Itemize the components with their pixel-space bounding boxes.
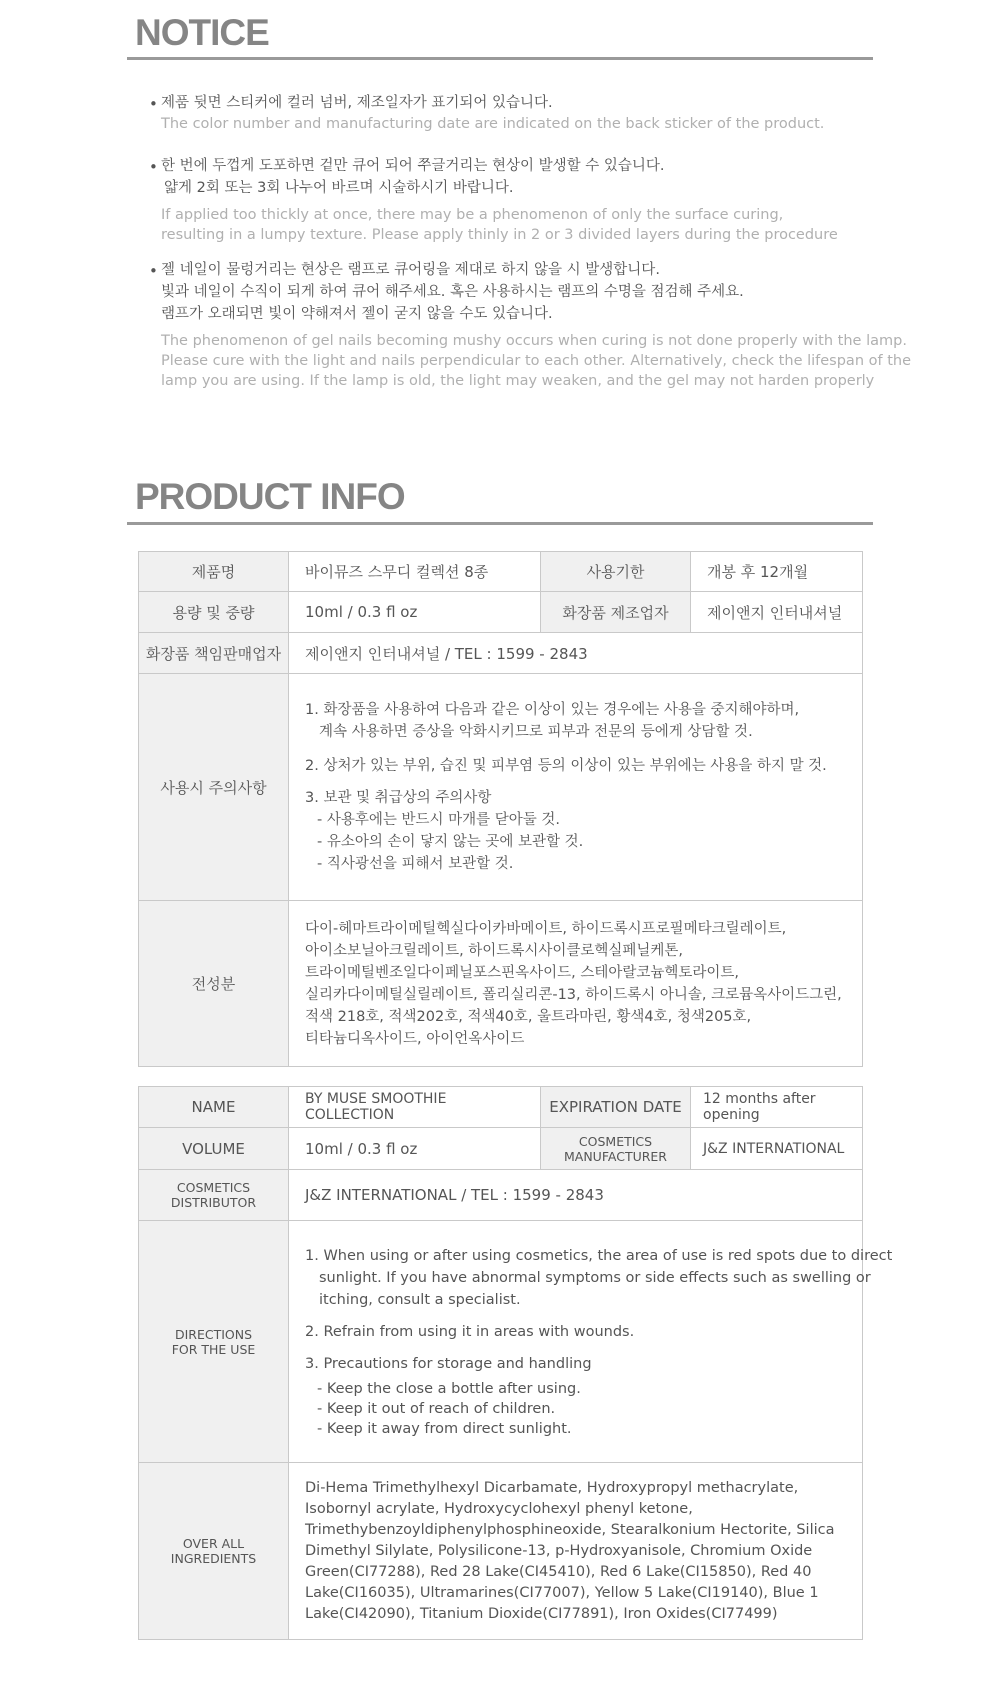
table-row	[139, 1463, 863, 1640]
volume-value: 10ml / 0.3 fl oz	[289, 592, 541, 633]
table-row	[139, 1128, 863, 1170]
notice-item-3	[149, 259, 911, 391]
table-row	[139, 674, 863, 901]
distributor-value: J&Z INTERNATIONAL / TEL : 1599 - 2843	[289, 1170, 863, 1221]
distributor-value: 제이앤지 인터내셔널 / TEL : 1599 - 2843	[289, 633, 863, 674]
table-row	[139, 1170, 863, 1221]
manufacturer-label: 화장품 제조업자	[541, 592, 691, 633]
ingredients-label: OVER ALL INGREDIENTS	[139, 1463, 289, 1640]
distributor-label: COSMETICS DISTRIBUTOR	[139, 1170, 289, 1221]
ingredients-value: Di-Hema Trimethylhexyl Dicarbamate, Hydroxypropyl methacrylate, Isobornyl acrylate, Hydroxycyclohexyl phenyl ketone, Trimethybenzoyldiphenylphosphineoxide, Stearalkonium Hectorite, Silica Dimethyl Silylate, Polysilicone-13, p-Hydroxyanisole, Chromium Oxide Green(CI77288), Red 28 Lake(CI45410), Red 6 Lake(CI15850), Red 40 Lake(CI16035), Ultramarines(CI77007), Yellow 5 Lake(CI19140), Blue 1 Lake(CI42090), Titanium Dioxide(CI77891), Iron Oxides(CI77499)	[289, 1463, 863, 1640]
ingredients-value: 다이-헤마트라이메틸헥실다이카바메이트, 하이드록시프로필메타크릴레이트, 아이소보닐아크릴레이트, 하이드록시사이클로헥실페닐케톤, 트라이메틸벤조일다이페닐포스핀옥사이드, 스테아랄코늄헥토라이트, 실리카다이메틸실릴레이트, 폴리실리콘-13, 하이드록시 아니솔, 크로뮴옥사이드그린, 적색 218호, 적색202호, 적색40호, 울트라마린, 황색4호, 청색205호, 티타늄디옥사이드, 아이언옥사이드	[289, 901, 863, 1067]
expiry-label: 사용기한	[541, 552, 691, 592]
notice-item-en: If applied too thickly at once, there may be a phenomenon of only the surface curing, resulting in a lumpy texture. Please apply thinly in 2 or 3 divided layers during the procedure	[161, 207, 838, 243]
notice-item-en: The phenomenon of gel nails becoming mushy occurs when curing is not done properly with the lamp. Please cure with the light and nails perpendicular to each other. Alternatively, check the lifespan of the lamp you are using. If the lamp is old, the light may weaken, and the gel may not harden properly	[161, 333, 911, 389]
manufacturer-value: J&Z INTERNATIONAL	[691, 1128, 863, 1170]
table-row	[139, 552, 863, 592]
directions-label: DIRECTIONS FOR THE USE	[139, 1221, 289, 1463]
product-info-title: PRODUCT INFO	[135, 476, 405, 517]
expiry-value: 개봉 후 12개월	[691, 552, 863, 592]
volume-label: 용량 및 중량	[139, 592, 289, 633]
expiry-value: 12 months after opening	[691, 1087, 863, 1128]
bullet-icon: •	[149, 95, 158, 113]
bullet-icon: •	[149, 158, 158, 176]
notice-item-ko: 한 번에 두껍게 도포하면 겉만 큐어 되어 쭈글거리는 현상이 발생할 수 있습니다. 얇게 2회 또는 3회 나누어 바르며 시술하시기 바랍니다.	[161, 158, 665, 196]
notice-item-2	[150, 155, 870, 245]
bullet-icon: •	[149, 262, 158, 280]
expiry-label: EXPIRATION DATE	[541, 1087, 691, 1128]
notice-item-en: The color number and manufacturing date are indicated on the back sticker of the product.	[161, 116, 825, 132]
notice-item-ko: 젤 네일이 물렁거리는 현상은 램프로 큐어링을 제대로 하지 않을 시 발생합니다. 빛과 네일이 수직이 되게 하여 큐어 해주세요. 혹은 사용하시는 램프의 수명을 점검해 주세요. 램프가 오래되면 빛이 약해져서 젤이 굳지 않을 수도 있습니다.	[161, 262, 744, 322]
product-info-table-en	[138, 1086, 893, 1640]
table-row	[139, 592, 863, 633]
volume-label: VOLUME	[139, 1128, 289, 1170]
table-row	[139, 1221, 863, 1463]
notice-item-1	[150, 92, 870, 134]
table-row	[139, 633, 863, 674]
ingredients-label: 전성분	[139, 901, 289, 1067]
manufacturer-label: COSMETICS MANUFACTURER	[541, 1128, 691, 1170]
name-label: NAME	[139, 1087, 289, 1128]
name-label: 제품명	[139, 552, 289, 592]
caution-label: 사용시 주의사항	[139, 674, 289, 901]
name-value: BY MUSE SMOOTHIE COLLECTION	[289, 1087, 541, 1128]
manufacturer-value: 제이앤지 인터내셔널	[691, 592, 863, 633]
product-info-divider	[127, 522, 873, 525]
caution-value: 1. 화장품을 사용하여 다음과 같은 이상이 있는 경우에는 사용을 중지해야하며, 계속 사용하면 증상을 악화시키므로 피부과 전문의 등에게 상담할 것. 2. 상처가 있는 부위, 습진 및 피부염 등의 이상이 있는 부위에는 사용을 하지 말 것. 3. 보관 및 취급상의 주의사항 - 사용후에는 반드시 마개를 닫아둘 것. - 유소아의 손이 닿지 않는 곳에 보관할 것. - 직사광선을 피해서 보관할 것.	[289, 674, 863, 901]
product-info-table-ko	[138, 551, 863, 1067]
table-row	[139, 901, 863, 1067]
notice-item-ko: 제품 뒷면 스티커에 컬러 넘버, 제조일자가 표기되어 있습니다.	[161, 95, 553, 111]
table-row	[139, 1087, 863, 1128]
notice-divider	[127, 57, 873, 60]
directions-value: 1. When using or after using cosmetics, the area of use is red spots due to direct sunlight. If you have abnormal symptoms or side effects such as swelling or itching, consult a specialist. 2. Refrain from using it in areas with wounds. 3. Precautions for storage and handling - Keep the close a bottle after using. - Keep it out of reach of children. - Keep it away from direct sunlight.	[289, 1221, 863, 1463]
name-value: 바이뮤즈 스무디 컬렉션 8종	[289, 552, 541, 592]
notice-title: NOTICE	[135, 12, 269, 53]
volume-value: 10ml / 0.3 fl oz	[289, 1128, 541, 1170]
distributor-label: 화장품 책임판매업자	[139, 633, 289, 674]
